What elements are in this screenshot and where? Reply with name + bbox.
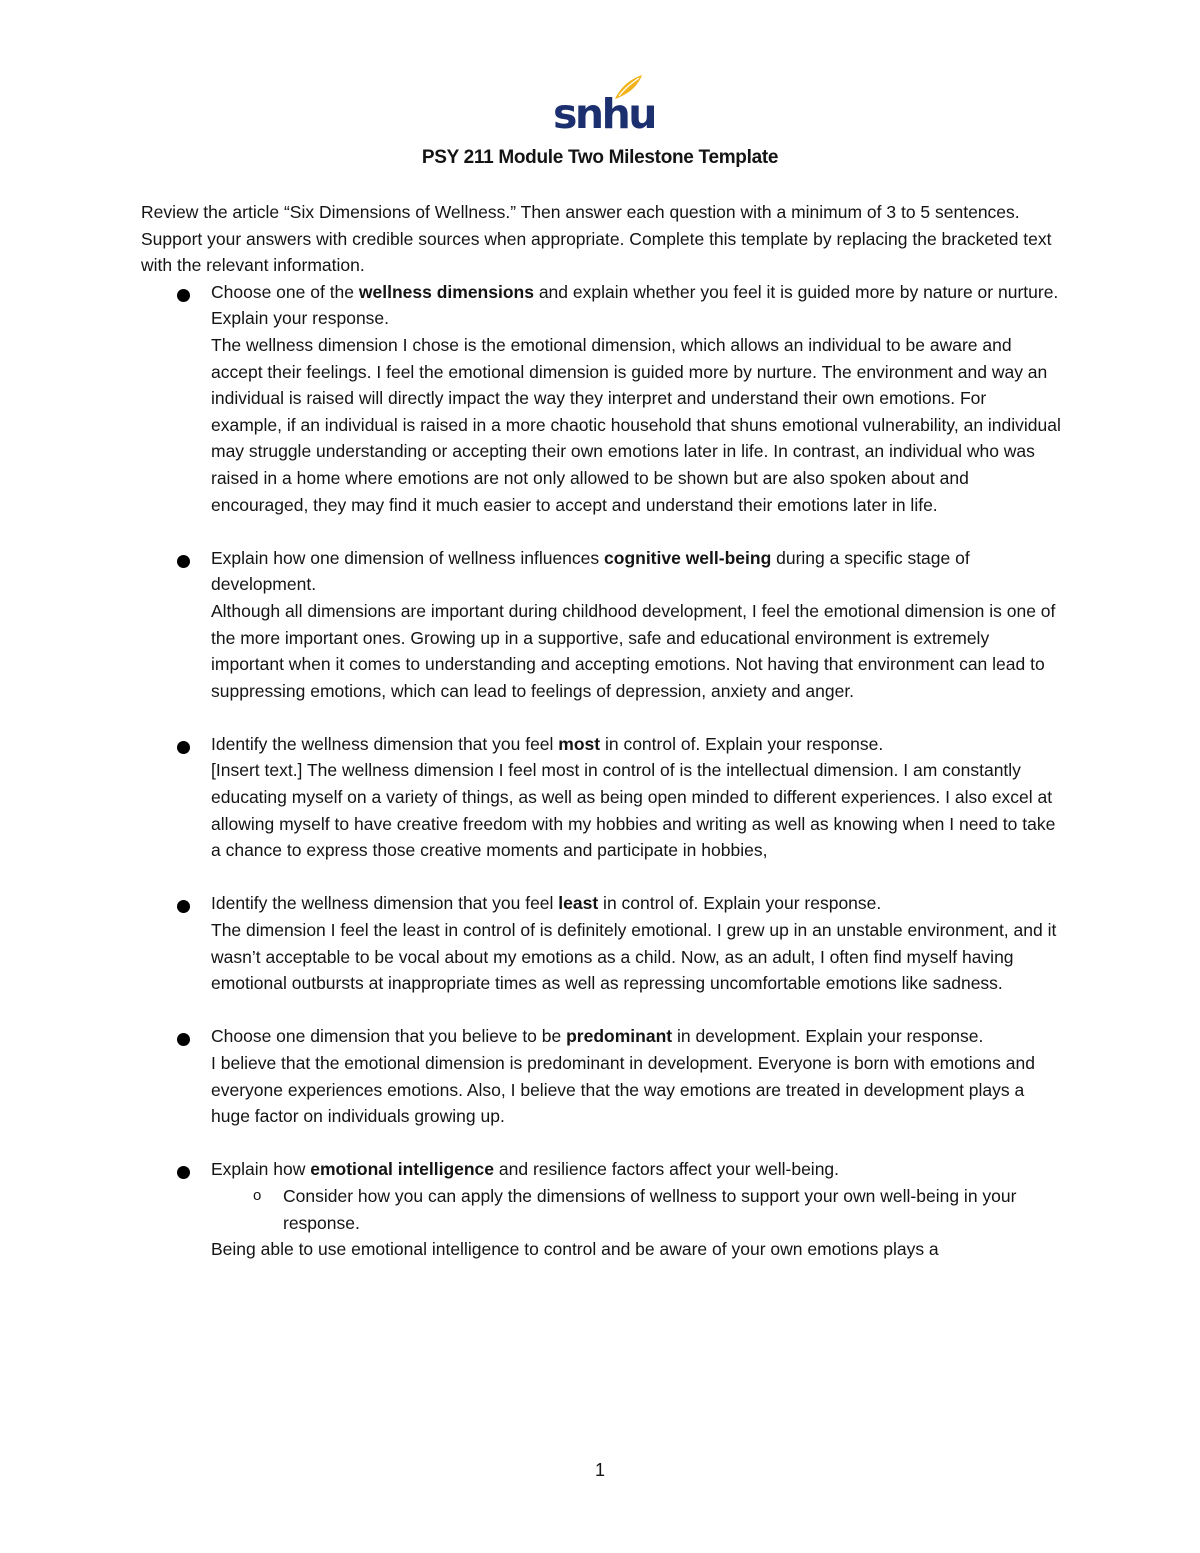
- question-keyword: emotional intelligence: [310, 1159, 495, 1180]
- logo-text: snhu: [553, 90, 655, 138]
- question-text: Identify the wellness dimension that you feel most in control of. Explain your response.: [211, 733, 884, 754]
- question-keyword: most: [558, 733, 601, 754]
- question-item: [141, 1023, 1061, 1129]
- document-body: [141, 199, 1061, 1289]
- question-item: [141, 545, 1061, 705]
- question-keyword: wellness dimensions: [358, 281, 534, 302]
- question-keyword: cognitive well-being: [604, 547, 772, 568]
- question-text: Identify the wellness dimension that you feel least in control of. Explain your response.: [211, 893, 882, 914]
- answer-text: I believe that the emotional dimension is predominant in development. Everyone is born with emotions and everyone experiences emotions. Also, I believe that the way emotions are treated in development plays a huge factor on individuals growing up.: [211, 1053, 1035, 1127]
- question-text: Choose one dimension that you believe to be predominant in development. Explain your response.: [211, 1026, 984, 1047]
- bullet-icon: [177, 900, 190, 913]
- bullet-icon: [177, 741, 190, 754]
- answer-text: [Insert text.] The wellness dimension I feel most in control of is the intellectual dimension. I am constantly educating myself on a variety of things, as well as being open minded to different experiences. I also excel at allowing myself to have creative freedom with my hobbies and writing as well as knowing when I need to take a chance to express those creative moments and participate in hobbies,: [211, 760, 1056, 861]
- question-keyword: predominant: [566, 1026, 673, 1047]
- snhu-logo: [553, 74, 655, 138]
- question-item: [141, 731, 1061, 864]
- question-item: [141, 1156, 1061, 1262]
- answer-text: Being able to use emotional intelligence to control and be aware of your own emotions plays a: [211, 1239, 939, 1260]
- question-item: [141, 890, 1061, 996]
- question-text: Explain how one dimension of wellness influences cognitive well-being during a specific stage of development.: [211, 547, 970, 595]
- answer-text: The dimension I feel the least in control of is definitely emotional. I grew up in an unstable environment, and it wasn’t acceptable to be vocal about my emotions as a child. Now, as an adult, I often find myself having emotional outbursts at inappropriate times as well as repressing uncomfortable emotions like sadness.: [211, 920, 1057, 994]
- question-keyword: least: [558, 893, 599, 914]
- question-text: Choose one of the wellness dimensions and explain whether you feel it is guided more by nature or nurture. Explain your response.: [211, 281, 1059, 329]
- bullet-icon: [177, 1033, 190, 1046]
- answer-text: Although all dimensions are important during childhood development, I feel the emotional dimension is one of the more important ones. Growing up in a supportive, safe and educational environment is extremely important when it comes to understanding and accepting emotions. Not having that environment can lead to suppressing emotions, which can lead to feelings of depression, anxiety and anger.: [211, 600, 1056, 701]
- answer-text: The wellness dimension I chose is the emotional dimension, which allows an individual to be aware and accept their feelings. I feel the emotional dimension is guided more by nurture. The environment and way an individual is raised will directly impact the way they interpret and understand their own emotions. For example, if an individual is raised in a more chaotic household that shuns emotional vulnerability, an individual may struggle understanding or accepting their own emotions later in life. In contrast, an individual who was raised in a home where emotions are not only allowed to be shown but are also spoken about and encouraged, they may find it much easier to accept and understand their emotions later in life.: [211, 334, 1061, 515]
- bullet-icon: [177, 289, 190, 302]
- bullet-icon: [177, 1166, 190, 1179]
- sub-bullet-item: [211, 1183, 1061, 1236]
- circle-bullet-icon: o: [253, 1186, 262, 1204]
- intro-paragraph: Review the article “Six Dimensions of Wellness.” Then answer each question with a minimum of 3 to 5 sentences. Support your answers with credible sources when appropriate. Complete this template by replacing the bracketed text with the relevant information.: [141, 202, 1052, 276]
- document-title: PSY 211 Module Two Milestone Template: [421, 147, 779, 168]
- page-number: 1: [594, 1460, 605, 1480]
- bullet-icon: [177, 555, 190, 568]
- sub-bullet-text: Consider how you can apply the dimensions of wellness to support your own well-being in your response.: [283, 1185, 1017, 1233]
- question-text: Explain how emotional intelligence and resilience factors affect your well-being.: [211, 1159, 840, 1180]
- question-item: [141, 279, 1061, 518]
